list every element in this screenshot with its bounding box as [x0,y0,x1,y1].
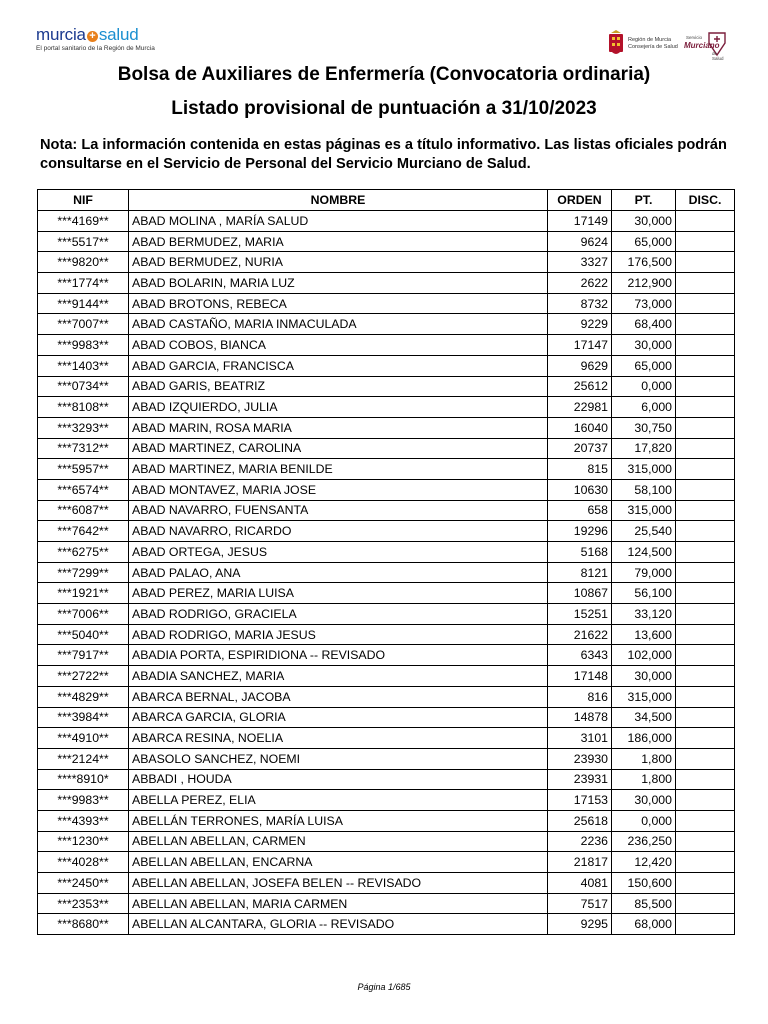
cell-nif: ***5957** [38,459,129,480]
table-row [38,438,735,459]
document-subtitle: Listado provisional de puntuación a 31/10/2023 [171,98,597,119]
cell-nif: ***7312** [38,438,129,459]
cell-orden: 9624 [548,231,612,252]
cell-orden: 25612 [548,376,612,397]
column-header-disc: DISC. [676,190,735,211]
cell-orden: 17148 [548,666,612,687]
cell-pt: 73,000 [612,293,676,314]
cell-nombre: ABBADI , HOUDA [129,769,548,790]
cell-disc [676,335,735,356]
table-row [38,583,735,604]
cell-pt: 315,000 [612,459,676,480]
cell-nombre: ABAD RODRIGO, MARIA JESUS [129,624,548,645]
page-number: Página 1/685 [357,982,411,992]
cell-orden: 10630 [548,479,612,500]
cell-pt: 56,100 [612,583,676,604]
cell-pt: 186,000 [612,728,676,749]
cell-nombre: ABAD GARIS, BEATRIZ [129,376,548,397]
cell-pt: 25,540 [612,521,676,542]
cell-disc [676,852,735,873]
disclaimer-note: Nota: La información contenida en estas páginas es a título informativo. Las listas oficiales podrán consultarse en el Servicio de Personal del Servicio Murciano de Salud. [40,137,727,172]
cell-pt: 102,000 [612,645,676,666]
cell-pt: 58,100 [612,479,676,500]
table-row [38,893,735,914]
cell-nif: ***1774** [38,273,129,294]
cell-orden: 5168 [548,542,612,563]
cell-disc [676,459,735,480]
cell-nombre: ABADIA PORTA, ESPIRIDIONA -- REVISADO [129,645,548,666]
cell-disc [676,790,735,811]
cell-nombre: ABELLA PEREZ, ELIA [129,790,548,811]
cell-nombre: ABARCA RESINA, NOELIA [129,728,548,749]
cell-orden: 8121 [548,562,612,583]
cell-orden: 14878 [548,707,612,728]
cell-disc [676,231,735,252]
cell-disc [676,521,735,542]
cell-nif: ***7007** [38,314,129,335]
cell-nombre: ABAD PALAO, ANA [129,562,548,583]
cell-nif: ***6087** [38,500,129,521]
cell-disc [676,542,735,563]
cell-disc [676,604,735,625]
cell-disc [676,893,735,914]
cell-nif: ***4393** [38,810,129,831]
cell-nif: ***9144** [38,293,129,314]
cell-orden: 3101 [548,728,612,749]
table-row [38,624,735,645]
cell-nif: ***9983** [38,335,129,356]
cell-nif: ***1230** [38,831,129,852]
table-row [38,790,735,811]
column-header-pt: PT. [612,190,676,211]
cell-nif: ***4169** [38,211,129,232]
table-row [38,852,735,873]
cell-pt: 65,000 [612,231,676,252]
cell-nif: ***8108** [38,397,129,418]
cell-orden: 10867 [548,583,612,604]
cell-nombre: ABAD BERMUDEZ, MARIA [129,231,548,252]
cell-orden: 23930 [548,748,612,769]
cell-nif: ***6275** [38,542,129,563]
table-row [38,810,735,831]
document-title: Bolsa de Auxiliares de Enfermería (Convocatoria ordinaria) [117,64,651,85]
table-row [38,831,735,852]
cell-nombre: ABAD IZQUIERDO, JULIA [129,397,548,418]
region-crest-icon [607,30,625,58]
cell-nombre: ABAD MARTINEZ, CAROLINA [129,438,548,459]
cell-orden: 17149 [548,211,612,232]
cell-nif: ***7917** [38,645,129,666]
table-row [38,273,735,294]
cell-disc [676,293,735,314]
cell-disc [676,748,735,769]
cell-orden: 16040 [548,417,612,438]
cell-nombre: ABAD MARIN, ROSA MARIA [129,417,548,438]
cell-orden: 2622 [548,273,612,294]
table-row [38,211,735,232]
cell-nif: ***4910** [38,728,129,749]
cell-orden: 6343 [548,645,612,666]
cell-disc [676,583,735,604]
column-header-nif: NIF [38,190,129,211]
cell-nif: ***1921** [38,583,129,604]
table-row [38,252,735,273]
cell-orden: 3327 [548,252,612,273]
cell-nombre: ABAD GARCIA, FRANCISCA [129,355,548,376]
table-row [38,314,735,335]
table-header-row [38,190,735,211]
cell-nombre: ABAD RODRIGO, GRACIELA [129,604,548,625]
cell-pt: 30,000 [612,211,676,232]
cell-disc [676,645,735,666]
table-row [38,748,735,769]
cell-pt: 65,000 [612,355,676,376]
cell-pt: 0,000 [612,810,676,831]
table-row [38,500,735,521]
cell-orden: 658 [548,500,612,521]
cell-orden: 815 [548,459,612,480]
cell-nombre: ABASOLO SANCHEZ, NOEMI [129,748,548,769]
cell-disc [676,479,735,500]
table-row [38,417,735,438]
cell-nombre: ABAD CASTAÑO, MARIA INMACULADA [129,314,548,335]
cell-nombre: ABAD ORTEGA, JESUS [129,542,548,563]
column-header-orden: ORDEN [548,190,612,211]
table-row [38,459,735,480]
cell-nif: ***4028** [38,852,129,873]
cell-pt: 79,000 [612,562,676,583]
cell-disc [676,769,735,790]
cell-disc [676,397,735,418]
cell-pt: 30,000 [612,666,676,687]
cell-pt: 30,000 [612,790,676,811]
cell-pt: 33,120 [612,604,676,625]
cell-disc [676,707,735,728]
cell-disc [676,211,735,232]
cell-disc [676,500,735,521]
cell-pt: 68,400 [612,314,676,335]
cell-nombre: ABELLAN ABELLAN, JOSEFA BELEN -- REVISADO [129,873,548,894]
cell-orden: 23931 [548,769,612,790]
column-header-nombre: NOMBRE [129,190,548,211]
cell-nif: ***4829** [38,686,129,707]
cell-disc [676,810,735,831]
table-row [38,479,735,500]
table-row [38,562,735,583]
cell-pt: 0,000 [612,376,676,397]
table-row [38,686,735,707]
cell-nombre: ABAD COBOS, BIANCA [129,335,548,356]
cell-orden: 19296 [548,521,612,542]
cell-nif: ***3293** [38,417,129,438]
cell-orden: 20737 [548,438,612,459]
cell-nombre: ABAD MOLINA , MARÍA SALUD [129,211,548,232]
cell-disc [676,624,735,645]
cell-nombre: ABARCA GARCIA, GLORIA [129,707,548,728]
cell-orden: 9629 [548,355,612,376]
cell-disc [676,728,735,749]
table-row [38,376,735,397]
table-row [38,707,735,728]
cell-disc [676,666,735,687]
cell-disc [676,914,735,935]
cell-pt: 212,900 [612,273,676,294]
cell-pt: 34,500 [612,707,676,728]
cell-nif: ***7299** [38,562,129,583]
cell-nombre: ABAD MARTINEZ, MARIA BENILDE [129,459,548,480]
cell-nombre: ABARCA BERNAL, JACOBA [129,686,548,707]
table-row [38,873,735,894]
plus-icon: + [87,31,98,42]
cell-disc [676,252,735,273]
table-row [38,335,735,356]
cell-nif: ***7642** [38,521,129,542]
cell-pt: 12,420 [612,852,676,873]
cell-pt: 6,000 [612,397,676,418]
sms-logo: Servicio Murciano de Salud [684,29,728,59]
cell-nombre: ABAD MONTAVEZ, MARIA JOSE [129,479,548,500]
table-row [38,728,735,749]
cell-pt: 30,000 [612,335,676,356]
table-row [38,604,735,625]
cell-disc [676,417,735,438]
cell-disc [676,686,735,707]
cell-orden: 7517 [548,893,612,914]
cell-nombre: ABAD NAVARRO, FUENSANTA [129,500,548,521]
cell-nif: ***2124** [38,748,129,769]
cell-nombre: ABAD BERMUDEZ, NURIA [129,252,548,273]
cell-disc [676,438,735,459]
table-row [38,666,735,687]
cell-nombre: ABADIA SANCHEZ, MARIA [129,666,548,687]
cell-disc [676,873,735,894]
cell-pt: 17,820 [612,438,676,459]
cell-nif: ***2722** [38,666,129,687]
cell-nif: ****8910* [38,769,129,790]
cell-nif: ***9820** [38,252,129,273]
cell-nif: ***1403** [38,355,129,376]
cell-disc [676,314,735,335]
cell-nif: ***8680** [38,914,129,935]
cell-disc [676,376,735,397]
table-row [38,769,735,790]
cell-orden: 25618 [548,810,612,831]
cell-nif: ***2353** [38,893,129,914]
score-table [37,189,735,935]
cell-pt: 68,000 [612,914,676,935]
logo-tagline: El portal sanitario de la Región de Murcia [36,45,155,52]
cell-disc [676,562,735,583]
cell-nif: ***5040** [38,624,129,645]
cell-nombre: ABELLAN ALCANTARA, GLORIA -- REVISADO [129,914,548,935]
cell-orden: 21622 [548,624,612,645]
cell-disc [676,355,735,376]
cell-nif: ***5517** [38,231,129,252]
cell-disc [676,273,735,294]
murcia-salud-logo [36,26,166,54]
cell-orden: 9295 [548,914,612,935]
cell-pt: 1,800 [612,769,676,790]
cell-pt: 315,000 [612,500,676,521]
cell-pt: 236,250 [612,831,676,852]
cell-pt: 176,500 [612,252,676,273]
cell-pt: 150,600 [612,873,676,894]
cell-orden: 9229 [548,314,612,335]
table-row [38,542,735,563]
cell-orden: 22981 [548,397,612,418]
cell-pt: 85,500 [612,893,676,914]
cell-nif: ***0734** [38,376,129,397]
cell-nif: ***9983** [38,790,129,811]
cell-nif: ***3984** [38,707,129,728]
table-row [38,645,735,666]
cell-orden: 2236 [548,831,612,852]
table-row [38,231,735,252]
cell-nombre: ABAD BROTONS, REBECA [129,293,548,314]
cell-pt: 315,000 [612,686,676,707]
table-row [38,293,735,314]
cell-orden: 15251 [548,604,612,625]
cell-pt: 13,600 [612,624,676,645]
cell-nombre: ABELLÁN TERRONES, MARÍA LUISA [129,810,548,831]
table-row [38,355,735,376]
cell-orden: 8732 [548,293,612,314]
table-row [38,521,735,542]
cell-nif: ***6574** [38,479,129,500]
institution-logos [607,27,728,61]
table-row [38,914,735,935]
cell-pt: 1,800 [612,748,676,769]
cell-nombre: ABAD BOLARIN, MARIA LUZ [129,273,548,294]
cell-nombre: ABELLAN ABELLAN, ENCARNA [129,852,548,873]
cell-orden: 4081 [548,873,612,894]
cell-orden: 17147 [548,335,612,356]
region-consejeria-text: Región de Murcia Consejería de Salud [628,37,678,50]
cell-pt: 124,500 [612,542,676,563]
cell-pt: 30,750 [612,417,676,438]
cell-disc [676,831,735,852]
cell-orden: 816 [548,686,612,707]
cell-nombre: ABAD NAVARRO, RICARDO [129,521,548,542]
cell-nif: ***7006** [38,604,129,625]
logo-wordmark: murcia + salud [36,25,139,44]
table-row [38,397,735,418]
cell-nif: ***2450** [38,873,129,894]
cell-orden: 21817 [548,852,612,873]
cell-nombre: ABAD PEREZ, MARIA LUISA [129,583,548,604]
table-body [38,211,735,935]
cell-nombre: ABELLAN ABELLAN, MARIA CARMEN [129,893,548,914]
cell-nombre: ABELLAN ABELLAN, CARMEN [129,831,548,852]
cell-orden: 17153 [548,790,612,811]
